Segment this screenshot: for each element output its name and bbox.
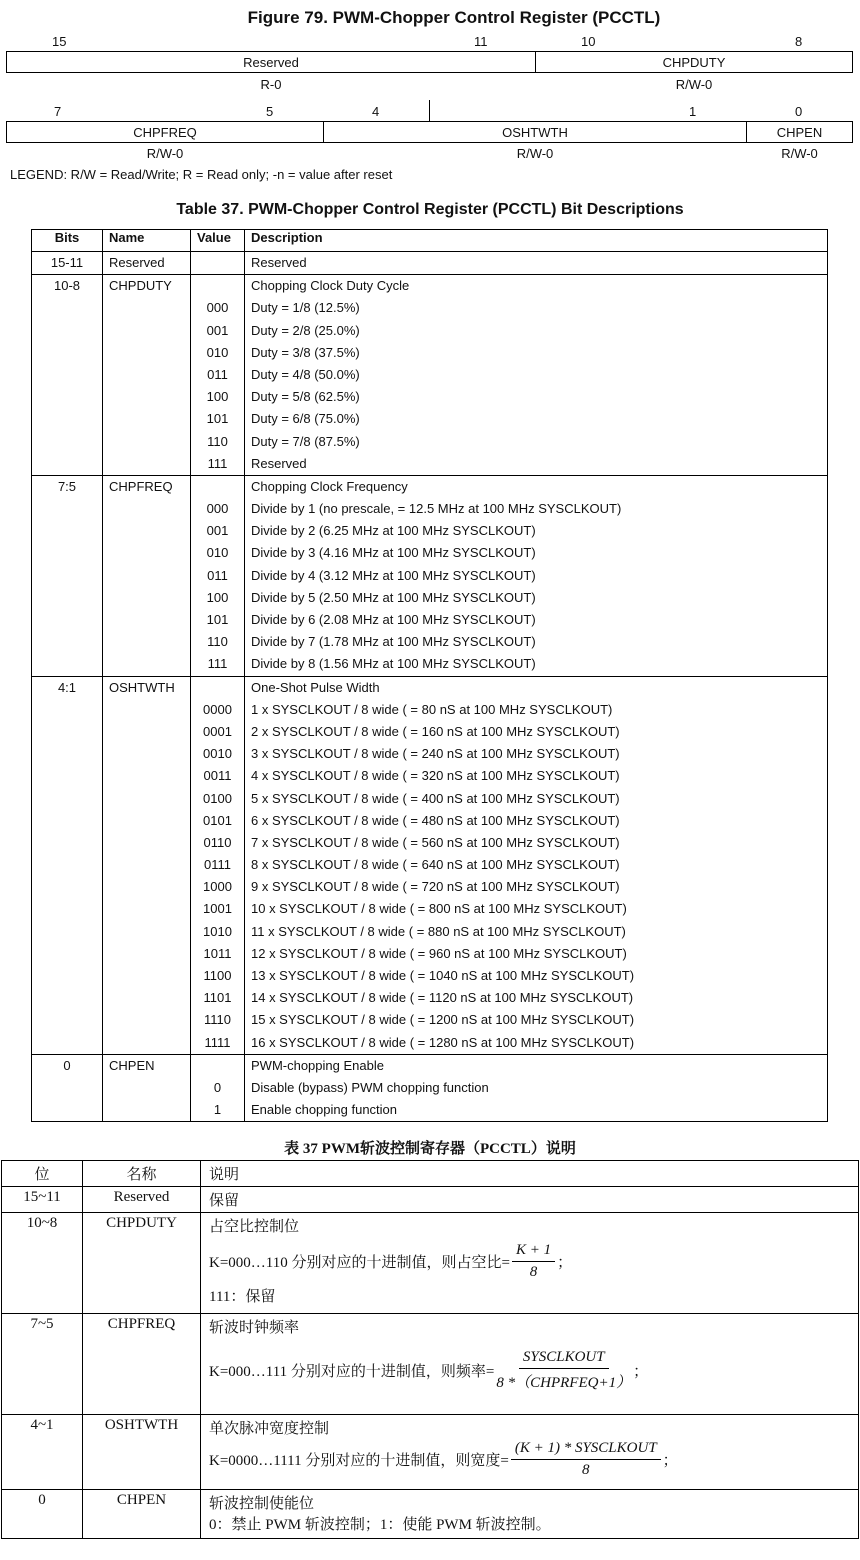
bit-number: 4 [372,104,380,119]
cn-bits: 7~5 [2,1314,83,1415]
value-code: 1111 [204,1034,231,1050]
row-name [103,676,191,1054]
cn-formula-end: ； [633,1364,649,1380]
formula-fraction [512,1242,555,1281]
bits-text: 0 [63,1057,71,1073]
description-line: 1 x SYSCLKOUT / 8 wide ( = 80 nS at 100 MHz SYSCLKOUT) [251,701,613,717]
value-blank [197,275,238,297]
field-chpen: CHPEN [746,121,853,143]
row-values [191,676,245,1054]
description-line: 3 x SYSCLKOUT / 8 wide ( = 240 nS at 100 MHz SYSCLKOUT) [251,746,620,762]
value-code: 011 [207,567,228,583]
row-description [245,1054,828,1122]
description-line: Duty = 3/8 (37.5%) [251,344,360,360]
value-code: 0001 [203,723,232,739]
bits-text: 4:1 [57,679,77,695]
value-blank [197,476,238,498]
cn-desc-note: 111：保留 [209,1289,276,1305]
description-line: Divide by 8 (1.56 MHz at 100 MHz SYSCLKOUT) [251,656,536,672]
value-code: 110 [207,433,228,449]
description-line: Enable chopping function [251,1102,398,1118]
description-title: One-Shot Pulse Width [251,679,380,695]
row-bits [32,275,103,476]
value-code: 010 [206,344,229,360]
field-reserved: Reserved [6,51,536,73]
cn-header-row [2,1161,859,1187]
row-description [245,252,828,275]
legend-text: LEGEND: R/W = Read/Write; R = Read only; -n = value after reset [10,167,393,182]
description-line: 2 x SYSCLKOUT / 8 wide ( = 160 nS at 100 MHz SYSCLKOUT) [251,723,620,739]
value-code: 1 [213,1102,222,1118]
bit-description-table [31,229,828,1122]
description-title: Chopping Clock Frequency [251,478,408,494]
cn-name: Reserved [83,1187,201,1213]
row-bits [32,676,103,1054]
row-bits [32,252,103,275]
cn-name: CHPEN [83,1490,201,1539]
cn-description-table [1,1160,859,1539]
cn-formula-text: K=0000…1111 分别对应的十进制值，则宽度= [209,1453,509,1469]
formula-denominator: 8 *（CHPRFEQ+1） [496,1375,632,1391]
bits-text: 15-11 [50,255,84,270]
description-title: PWM-chopping Enable [251,1057,384,1073]
value-code: 000 [206,300,229,316]
row-bits [32,475,103,676]
cn-bits: 15~11 [2,1187,83,1213]
description-line: Duty = 6/8 (75.0%) [251,411,360,427]
reset-value: R/W-0 [675,77,713,92]
value-code: 000 [206,501,229,517]
cn-desc: 保留 [201,1187,859,1213]
value-blank [197,677,238,699]
description-line: 5 x SYSCLKOUT / 8 wide ( = 400 nS at 100 MHz SYSCLKOUT) [251,790,620,806]
cn-row [2,1490,859,1539]
bit-number: 11 [474,34,488,49]
bit-number: 15 [52,34,67,49]
cn-header-bits: 位 [2,1161,83,1187]
field-chpduty: CHPDUTY [535,51,853,73]
value-code: 100 [206,389,229,405]
row-values [191,275,245,476]
value-code: 1101 [203,990,232,1006]
bits-text: 7:5 [57,478,77,494]
value-code: 0010 [203,746,232,762]
value-code: 1100 [203,968,232,983]
value-code: 0111 [204,857,231,873]
description-line: Duty = 1/8 (12.5%) [251,300,360,316]
formula-fraction [496,1349,631,1392]
header-value: Value [191,230,245,252]
value-blank [197,252,238,274]
bit-separator [429,100,430,122]
description-line: Duty = 2/8 (25.0%) [251,322,360,338]
table-row [32,252,828,275]
bit-number: 10 [581,34,596,49]
description-line: 11 x SYSCLKOUT / 8 wide ( = 880 nS at 100 MHz SYSCLKOUT) [251,923,626,939]
description-line: 10 x SYSCLKOUT / 8 wide ( = 800 nS at 100 MHz SYSCLKOUT) [251,901,627,917]
cn-desc-title: 斩波控制使能位 [209,1496,315,1512]
row-description [245,275,828,476]
description-line: Duty = 4/8 (50.0%) [251,366,360,382]
row-bits [32,1054,103,1122]
bits-text: 10-8 [53,278,81,294]
value-blank [197,1055,238,1077]
row-name [103,275,191,476]
description-line: 14 x SYSCLKOUT / 8 wide ( = 1120 nS at 100 MHz SYSCLKOUT) [251,990,634,1006]
bit-number: 0 [795,104,803,119]
figure-title: Figure 79. PWM-Chopper Control Register (PCCTL) [247,8,661,27]
description-line: 12 x SYSCLKOUT / 8 wide ( = 960 nS at 100 MHz SYSCLKOUT) [251,945,627,961]
row-name [103,1054,191,1122]
description-line: 15 x SYSCLKOUT / 8 wide ( = 1200 nS at 100 MHz SYSCLKOUT) [251,1012,635,1028]
cn-formula-line [209,1440,850,1479]
description-line: Divide by 6 (2.08 MHz at 100 MHz SYSCLKOUT) [251,612,536,627]
row-description [245,475,828,676]
cn-bits: 0 [2,1490,83,1539]
row-values [191,475,245,676]
cn-desc-note: 0：禁止 PWM 斩波控制；1：使能 PWM 斩波控制。 [209,1517,551,1533]
description-line: Divide by 1 (no prescale, = 12.5 MHz at 100 MHz SYSCLKOUT) [251,501,622,517]
value-code: 011 [207,366,228,382]
bit-number: 7 [54,104,62,119]
value-code: 0000 [203,701,232,717]
cn-formula-text: K=000…111 分别对应的十进制值，则频率= [209,1364,495,1380]
cn-desc-title: 占空比控制位 [209,1219,300,1235]
field-oshtwth: OSHTWTH [323,121,747,143]
description-line: Reserved [251,455,307,471]
row-values [191,1054,245,1122]
table-header-row [32,230,828,252]
formula-denominator: 8 [529,1264,538,1280]
description-line: Duty = 7/8 (87.5%) [251,433,360,449]
cn-bits: 10~8 [2,1213,83,1314]
name-text: CHPEN [109,1057,155,1073]
description-line: Divide by 3 (4.16 MHz at 100 MHz SYSCLKOUT) [251,545,536,561]
cn-formula-end: ； [662,1453,678,1469]
description-line: Duty = 5/8 (62.5%) [251,389,360,405]
value-code: 001 [206,523,229,539]
description-line: 4 x SYSCLKOUT / 8 wide ( = 320 nS at 100 MHz SYSCLKOUT) [251,768,620,784]
reset-value: R/W-0 [146,146,184,161]
row-name [103,252,191,275]
name-text: OSHTWTH [109,679,175,695]
cn-desc [201,1314,859,1415]
cn-bits: 4~1 [2,1415,83,1490]
description-line: Divide by 7 (1.78 MHz at 100 MHz SYSCLKOUT) [251,634,536,650]
value-code: 111 [207,455,228,471]
value-code: 1010 [203,923,232,939]
cn-name: CHPDUTY [83,1213,201,1314]
field-chpfreq: CHPFREQ [6,121,324,143]
name-text: CHPFREQ [109,478,173,494]
description-line: 9 x SYSCLKOUT / 8 wide ( = 720 nS at 100 MHz SYSCLKOUT) [251,879,620,895]
value-code: 101 [206,612,229,627]
description-line: 6 x SYSCLKOUT / 8 wide ( = 480 nS at 100 MHz SYSCLKOUT) [251,812,620,828]
description-line: Divide by 4 (3.12 MHz at 100 MHz SYSCLKOUT) [251,567,536,583]
description-line: Divide by 5 (2.50 MHz at 100 MHz SYSCLKOUT) [251,589,536,605]
formula-numerator: K + 1 [512,1242,555,1262]
value-code: 111 [207,656,228,672]
cn-table-title: 表 37 PWM斩波控制寄存器（PCCTL）说明 [284,1141,576,1157]
cn-name: CHPFREQ [83,1314,201,1415]
value-code: 110 [207,634,228,650]
cn-desc [201,1213,859,1314]
description-line: 7 x SYSCLKOUT / 8 wide ( = 560 nS at 100 MHz SYSCLKOUT) [251,834,620,850]
value-code: 0 [213,1079,222,1095]
formula-numerator: (K + 1) * SYSCLKOUT [511,1440,661,1460]
value-code: 100 [206,589,229,605]
reset-value: R/W-0 [516,146,554,161]
row-name [103,475,191,676]
value-code: 1110 [204,1012,231,1028]
cn-row [2,1213,859,1314]
table-row [32,1054,828,1122]
row-description [245,676,828,1054]
description-title: Reserved [251,255,307,270]
formula-numerator: SYSCLKOUT [519,1349,609,1369]
header-name: Name [103,230,191,252]
cn-formula-end: ； [557,1255,573,1271]
table-title: Table 37. PWM-Chopper Control Register (PCCTL) Bit Descriptions [176,201,684,218]
cn-row [2,1187,859,1213]
value-code: 0100 [203,790,232,806]
value-code: 1011 [203,945,232,961]
value-code: 001 [206,322,229,338]
cn-formula-line [209,1242,850,1281]
cn-row [2,1415,859,1490]
header-description: Description [245,230,828,252]
table-row [32,676,828,1054]
value-code: 1000 [203,879,232,895]
formula-denominator: 8 [582,1462,590,1478]
value-code: 0011 [203,768,232,784]
header-bits: Bits [32,230,103,252]
reset-value: R/W-0 [781,146,818,161]
row-values [191,252,245,275]
cn-formula-line [209,1349,850,1392]
name-text: Reserved [109,255,165,270]
cn-desc [201,1415,859,1490]
value-code: 0110 [203,834,232,850]
cn-header-name: 名称 [83,1161,201,1187]
bit-number: 1 [689,104,697,119]
bit-number: 5 [266,104,274,119]
description-line: 16 x SYSCLKOUT / 8 wide ( = 1280 nS at 100 MHz SYSCLKOUT) [251,1034,635,1050]
value-code: 101 [206,411,229,427]
description-line: Divide by 2 (6.25 MHz at 100 MHz SYSCLKOUT) [251,523,536,539]
cn-name: OSHTWTH [83,1415,201,1490]
value-code: 1001 [203,901,232,917]
table-row [32,275,828,476]
description-line: 13 x SYSCLKOUT / 8 wide ( = 1040 nS at 100 MHz SYSCLKOUT) [251,968,635,983]
bit-number: 8 [795,34,803,49]
formula-fraction [511,1440,661,1479]
description-title: Chopping Clock Duty Cycle [251,278,410,294]
cn-desc-title: 斩波时钟频率 [209,1320,300,1336]
cn-row [2,1314,859,1415]
value-code: 0101 [203,812,232,828]
name-text: CHPDUTY [109,278,172,294]
cn-formula-text: K=000…110 分别对应的十进制值，则占空比= [209,1255,510,1271]
description-line: Disable (bypass) PWM chopping function [251,1079,489,1095]
reset-value: R-0 [260,77,282,92]
value-code: 010 [206,545,229,561]
table-row [32,475,828,676]
cn-desc-title: 单次脉冲宽度控制 [209,1421,330,1437]
cn-desc [201,1490,859,1539]
description-line: 8 x SYSCLKOUT / 8 wide ( = 640 nS at 100 MHz SYSCLKOUT) [251,857,620,873]
cn-header-description: 说明 [201,1161,859,1187]
